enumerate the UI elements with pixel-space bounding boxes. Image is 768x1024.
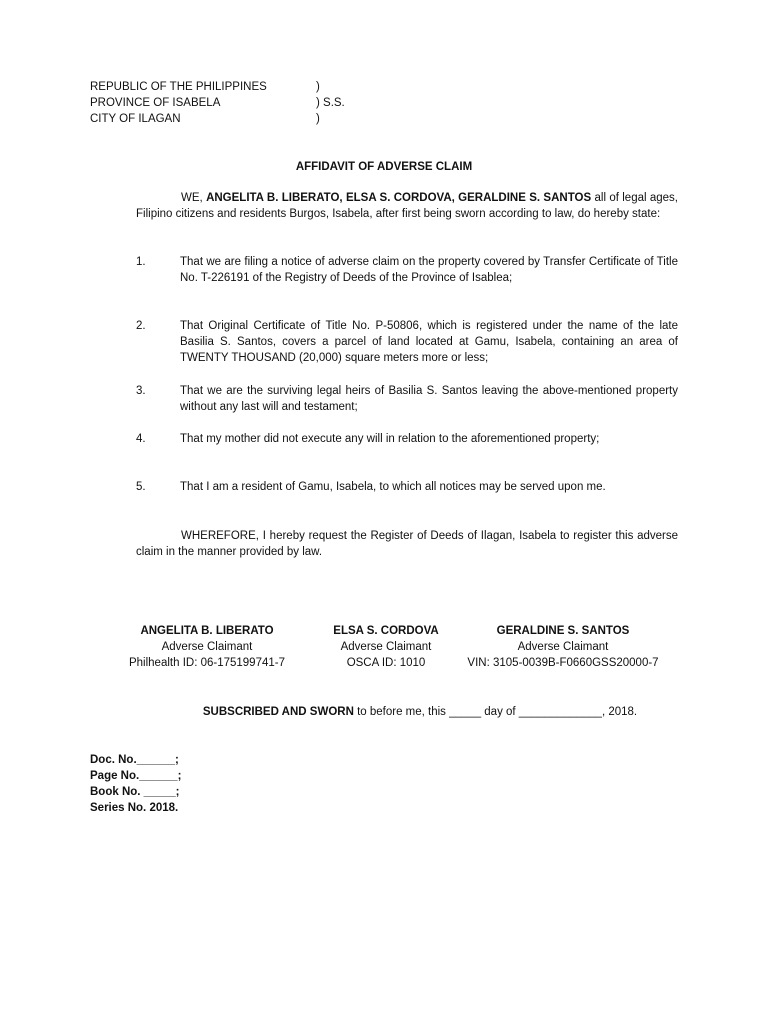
notary-doc-no: Doc. No.______; xyxy=(90,754,179,766)
intro-lead: WE, xyxy=(181,192,207,204)
venue-row-republic xyxy=(90,79,345,95)
intro-rest: all of legal ages, Filipino citizens and residents Burgos, Isabela, after first being sworn according to law, do hereby state: xyxy=(136,192,679,220)
venue-city: CITY OF ILAGAN xyxy=(90,113,181,125)
venue-block xyxy=(90,79,345,127)
item-text: That I am a resident of Gamu, Isabela, to which all notices may be served upon me. xyxy=(180,481,606,493)
notary-page-no: Page No.______; xyxy=(90,770,182,782)
jurat-bold: SUBSCRIBED AND SWORN xyxy=(202,706,354,718)
jurat-rest: to before me, this _____ day of _____________, 2018. xyxy=(353,706,638,718)
wherefore-paragraph: WHEREFORE, I hereby request the Register of Deeds of Ilagan, Isabela to register this adverse claim in the manner provided by law. xyxy=(136,530,678,558)
signatory-id: Philhealth ID: 06-175199741-7 xyxy=(128,657,285,669)
item-text: That my mother did not execute any will in relation to the aforementioned property; xyxy=(180,433,600,445)
signatory-block-santos xyxy=(448,623,678,671)
intro-names: ANGELITA B. LIBERATO, ELSA S. CORDOVA, GERALDINE S. SANTOS xyxy=(206,192,592,204)
venue-mark: ) xyxy=(316,113,320,125)
intro-paragraph xyxy=(136,190,678,222)
notary-series-no: Series No. 2018. xyxy=(90,802,179,814)
item-number: 4. xyxy=(136,433,146,445)
item-text: That we are the surviving legal heirs of Basilia S. Santos leaving the above-mentioned property without any last will and testament; xyxy=(180,385,678,413)
signatory-role: Adverse Claimant xyxy=(161,641,253,653)
item-number: 1. xyxy=(136,256,146,268)
venue-mark: ) xyxy=(316,81,320,93)
signatory-name: GERALDINE S. SANTOS xyxy=(496,625,630,637)
venue-province: PROVINCE OF ISABELA xyxy=(90,97,221,109)
venue-mark-ss: ) S.S. xyxy=(316,97,345,109)
signatory-id: OSCA ID: 1010 xyxy=(346,657,426,669)
item-number: 2. xyxy=(136,320,146,332)
item-text: That Original Certificate of Title No. P-50806, which is registered under the name of the late Basilia S. Santos, covers a parcel of land located at Gamu, Isabela, containing an area of TWENTY THOUSAND (20,000) square meters more or less; xyxy=(180,320,678,364)
signatory-block-cordova xyxy=(310,623,462,671)
item-number: 3. xyxy=(136,385,146,397)
item-number: 5. xyxy=(136,481,146,493)
notary-register xyxy=(90,752,181,816)
document-title: AFFIDAVIT OF ADVERSE CLAIM xyxy=(295,161,473,173)
item-text: That we are filing a notice of adverse claim on the property covered by Transfer Certificate of Title No. T-226191 of the Registry of Deeds of the Province of Isablea; xyxy=(180,256,678,284)
venue-row-city xyxy=(90,111,345,127)
notary-book-no: Book No. _____; xyxy=(90,786,180,798)
jurat-line xyxy=(0,706,768,718)
signatory-name: ANGELITA B. LIBERATO xyxy=(140,625,274,637)
signatory-block-liberato xyxy=(101,623,313,671)
signatory-role: Adverse Claimant xyxy=(340,641,432,653)
venue-row-province xyxy=(90,95,345,111)
venue-republic: REPUBLIC OF THE PHILIPPINES xyxy=(90,81,267,93)
signatory-role: Adverse Claimant xyxy=(517,641,609,653)
signatory-id: VIN: 3105-0039B-F0660GSS20000-7 xyxy=(467,657,659,669)
signatory-name: ELSA S. CORDOVA xyxy=(333,625,439,637)
